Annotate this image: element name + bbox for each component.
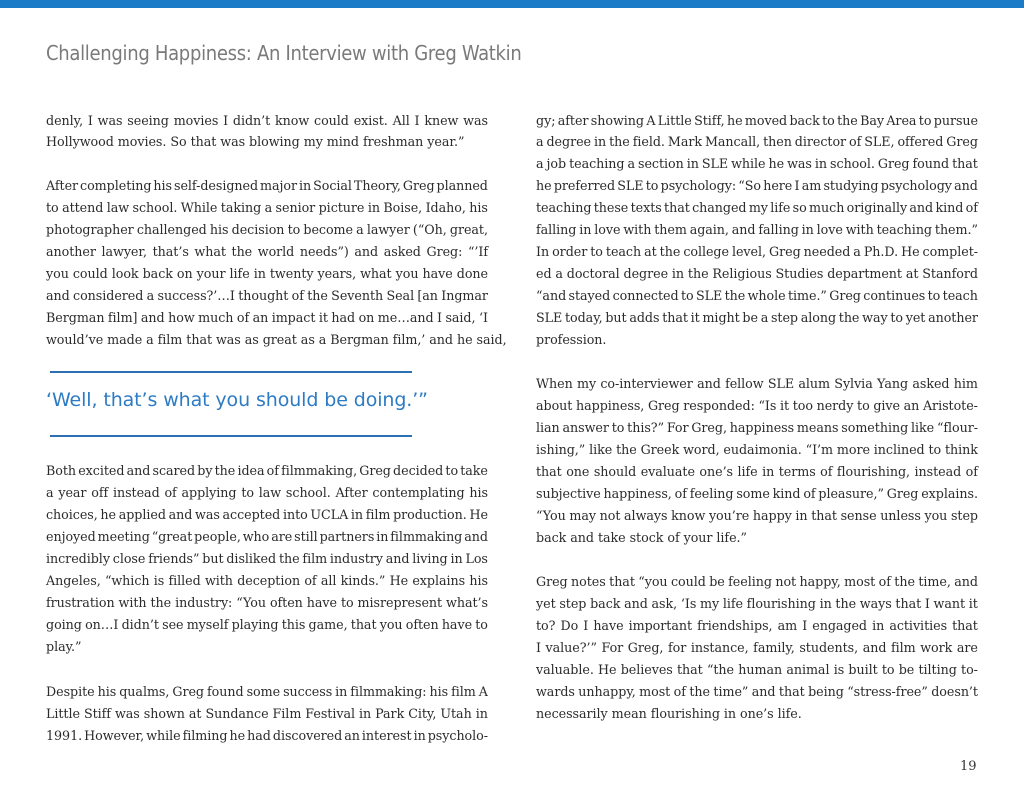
right-column-line: a degree in the field. Mark Mancall, then director of SLE, offered Greg (536, 134, 978, 149)
left-column-line: frustration with the industry: “You often have to misrepresent what’s (46, 595, 488, 610)
top-accent-bar (0, 0, 1024, 8)
right-column-line: subjective happiness, of feeling some kind of pleasure,” Greg explains. (536, 486, 978, 501)
left-column-line: to attend law school. While taking a senior picture in Boise, Idaho, his (46, 200, 488, 215)
right-column-line: “You may not always know you’re happy in that sense unless you step (536, 508, 978, 523)
left-column-line: enjoyed meeting “great people, who are still partners in filmmaking and (46, 529, 488, 544)
left-column-line: you could look back on your life in twenty years, what you have done (46, 266, 488, 281)
pull-quote: ‘Well, that’s what you should be doing.’” (46, 389, 428, 411)
right-column-line: lian answer to this?” For Greg, happiness means something like “flour- (536, 420, 978, 435)
right-column-line: “and stayed connected to SLE the whole time.” Greg continues to teach (536, 288, 978, 303)
right-column-line: When my co-interviewer and fellow SLE alum Sylvia Yang asked him (536, 376, 978, 391)
right-column-line: about happiness, Greg responded: “Is it too nerdy to give an Aristote- (536, 398, 978, 413)
right-column-line: I value?’” For Greg, for instance, family, students, and film work are (536, 640, 978, 655)
left-column-line: would’ve made a film that was as great as a Bergman film,’ and he said, (46, 332, 507, 347)
left-column-line: a year off instead of applying to law school. After contemplating his (46, 485, 488, 500)
right-column-line: to? Do I have important friendships, am I engaged in activities that (536, 618, 978, 633)
right-column-line: yet step back and ask, ‘Is my life flourishing in the ways that I want it (536, 596, 978, 611)
right-column-line: falling in love with them again, and falling in love with teaching them.” (536, 222, 978, 237)
right-column-line: wards unhappy, most of the time” and that being “stress-free” doesn’t (536, 684, 978, 699)
right-column-line: a job teaching a section in SLE while he was in school. Greg found that (536, 156, 978, 171)
right-column-line: necessarily mean flourishing in one’s life. (536, 706, 802, 721)
left-column-line: incredibly close friends” but disliked the film industry and living in Los (46, 551, 488, 566)
pull-quote-top-rule (50, 371, 412, 373)
left-column-line: and considered a success?’…I thought of the Seventh Seal [an Ingmar (46, 288, 488, 303)
right-column-line: that one should evaluate one’s life in terms of flourishing, instead of (536, 464, 978, 479)
right-column-line: ed a doctoral degree in the Religious Studies department at Stanford (536, 266, 978, 281)
left-column-line: 1991. However, while filming he had discovered an interest in psycholo- (46, 728, 488, 743)
left-column-line: going on…I didn’t see myself playing this game, that you often have to (46, 617, 488, 632)
left-column-line: choices, he applied and was accepted into UCLA in film production. He (46, 507, 488, 522)
right-column-line: teaching these texts that changed my life so much originally and kind of (536, 200, 978, 215)
left-column-line: Bergman film] and how much of an impact it had on me…and I said, ‘I (46, 310, 488, 325)
left-column-line: photographer challenged his decision to become a lawyer (“Oh, great, (46, 222, 488, 237)
right-column-line: he preferred SLE to psychology: “So here I am studying psychology and (536, 178, 978, 193)
left-column-line: Both excited and scared by the idea of filmmaking, Greg decided to take (46, 463, 488, 478)
left-column-line: another lawyer, that’s what the world needs”) and asked Greg: “’If (46, 244, 488, 259)
page-number: 19 (960, 759, 977, 774)
pull-quote-bottom-rule (50, 435, 412, 437)
left-column-line: play.” (46, 639, 82, 654)
left-column-line: Despite his qualms, Greg found some success in filmmaking: his film A (46, 684, 488, 699)
right-column-line: back and take stock of your life.” (536, 530, 747, 545)
right-column-line: profession. (536, 332, 607, 347)
right-column-line: SLE today, but adds that it might be a step along the way to yet another (536, 310, 978, 325)
left-column-line: Hollywood movies. So that was blowing my mind freshman year.” (46, 134, 465, 149)
left-column-line: denly, I was seeing movies I didn’t know could exist. All I knew was (46, 113, 488, 128)
right-column-line: In order to teach at the college level, Greg needed a Ph.D. He complet- (536, 244, 978, 259)
left-column-line: Little Stiff was shown at Sundance Film Festival in Park City, Utah in (46, 706, 488, 721)
page-header-title: Challenging Happiness: An Interview with Greg Watkin (46, 41, 522, 65)
left-column-line: After completing his self-designed major in Social Theory, Greg planned (46, 178, 488, 193)
right-column-line: gy; after showing A Little Stiff, he moved back to the Bay Area to pursue (536, 113, 978, 128)
left-column-line: Angeles, “which is filled with deception of all kinds.” He explains his (46, 573, 488, 588)
right-column-line: valuable. He believes that “the human animal is built to be tilting to- (536, 662, 978, 677)
right-column-line: ishing,” like the Greek word, eudaimonia. “I’m more inclined to think (536, 442, 978, 457)
right-column-line: Greg notes that “you could be feeling not happy, most of the time, and (536, 574, 978, 589)
